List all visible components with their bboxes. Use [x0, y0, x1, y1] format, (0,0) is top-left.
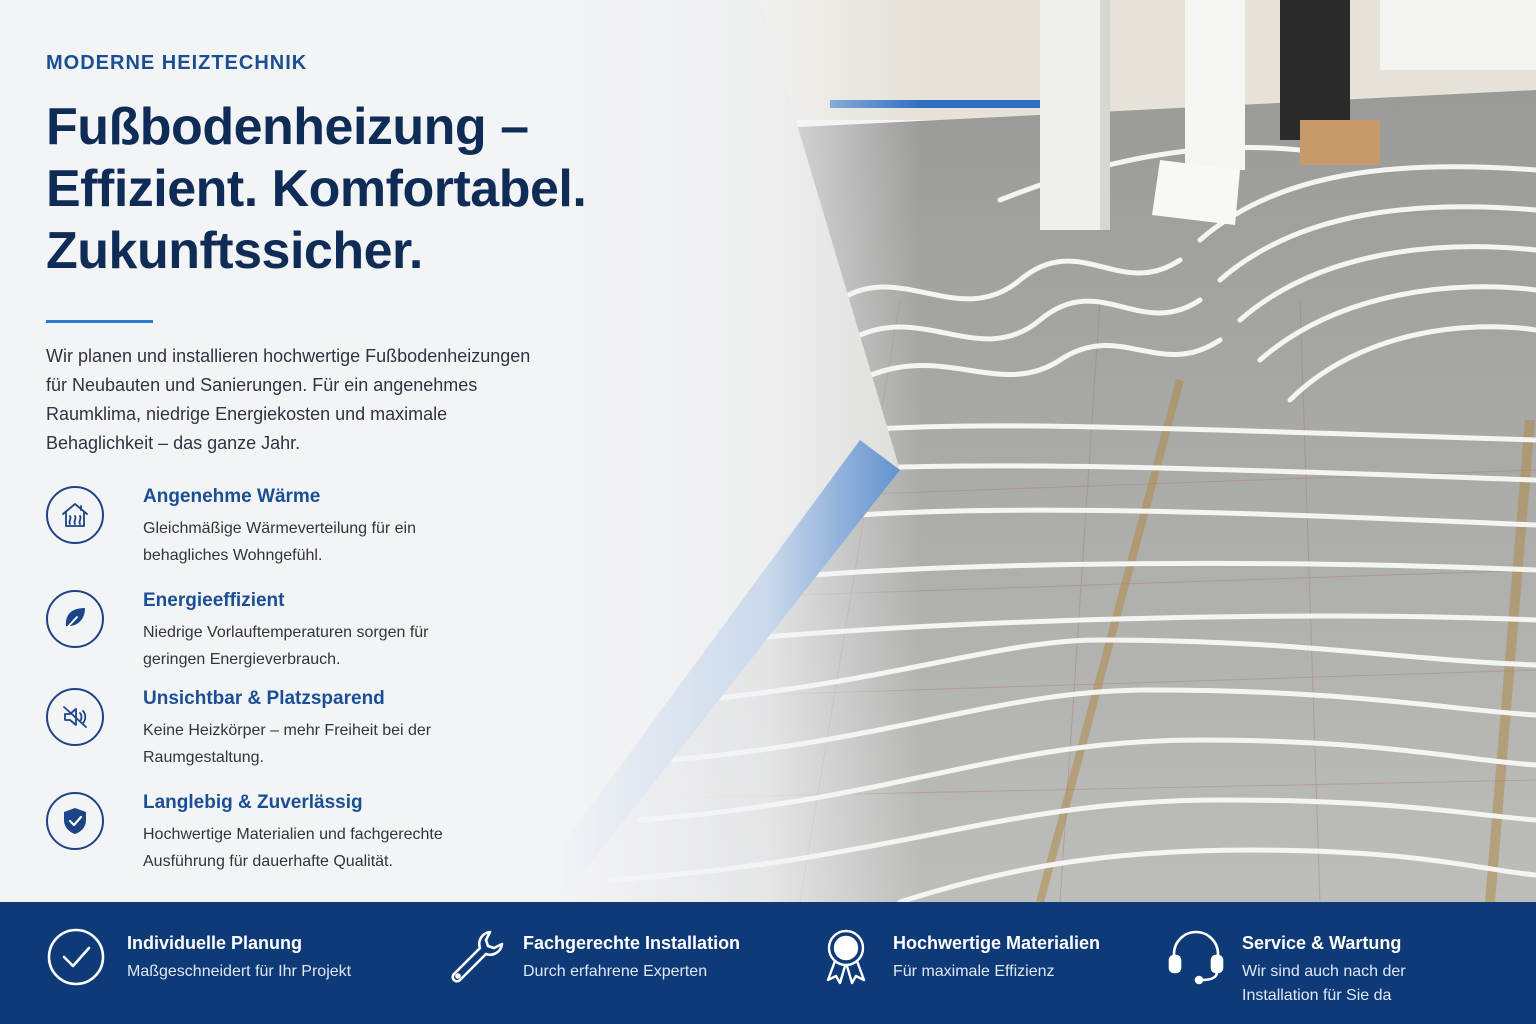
- benefit-title: Fachgerechte Installation: [523, 933, 741, 953]
- feature-description: [143, 717, 563, 771]
- benefit-desc-line: Wir sind auch nach der: [1242, 963, 1406, 980]
- feature-desc-line: Hochwertige Materialien und fachgerechte: [143, 826, 443, 843]
- speaker-mute-icon: [46, 688, 104, 746]
- headline-line: Effizient. Komfortabel.: [46, 160, 587, 218]
- intro-line: Wir planen und installieren hochwertige Fußbodenheizungen: [46, 346, 531, 366]
- feature-desc-line: Niedrige Vorlauftemperaturen sorgen für: [143, 624, 429, 641]
- feature-title: Langlebig & Zuverlässig: [143, 792, 363, 813]
- feature-item-efficiency: [46, 586, 606, 676]
- benefit-item-service: [1166, 926, 1506, 1016]
- benefit-desc-line: Maßgeschneidert für Ihr Projekt: [127, 963, 352, 980]
- feature-desc-line: behagliches Wohngefühl.: [143, 547, 323, 564]
- intro-line: Behaglichkeit – das ganze Jahr.: [46, 433, 301, 453]
- feature-title: Unsichtbar & Platzsparend: [143, 688, 385, 709]
- feature-title: Angenehme Wärme: [143, 486, 321, 507]
- benefit-title: Hochwertige Materialien: [893, 933, 1101, 953]
- benefit-description: [1242, 960, 1406, 1008]
- benefit-description: [523, 960, 707, 984]
- benefit-item-planning: [46, 926, 426, 1016]
- benefit-description: [893, 960, 1055, 984]
- feature-description: [143, 515, 563, 569]
- shield-check-icon: [46, 792, 104, 850]
- wrench-icon: [446, 926, 508, 988]
- benefit-description: [127, 960, 351, 984]
- house-heat-icon: [46, 486, 104, 544]
- accent-divider: [46, 320, 153, 323]
- benefit-desc-line: Für maximale Effizienz: [893, 963, 1055, 980]
- feature-desc-line: geringen Energieverbrauch.: [143, 651, 341, 668]
- headline-line: Zukunftssicher.: [46, 222, 423, 280]
- benefit-desc-line: Installation für Sie da: [1242, 987, 1392, 1004]
- feature-desc-line: Gleichmäßige Wärmeverteilung für ein: [143, 520, 416, 537]
- check-circle-icon: [46, 926, 108, 988]
- feature-desc-line: Ausführung für dauerhafte Qualität.: [143, 853, 393, 870]
- benefit-title: Individuelle Planung: [127, 933, 303, 953]
- award-badge-icon: [818, 926, 880, 988]
- feature-item-invisible: [46, 684, 606, 774]
- benefits-bar: [0, 902, 1536, 1024]
- leaf-icon: [46, 590, 104, 648]
- feature-item-warmth: [46, 482, 606, 572]
- page-title: [46, 96, 586, 282]
- feature-description: [143, 821, 563, 875]
- headset-icon: [1166, 926, 1228, 988]
- feature-title: Energieeffizient: [143, 590, 285, 611]
- benefit-title: Service & Wartung: [1242, 933, 1402, 953]
- benefit-item-installation: [446, 926, 806, 1016]
- feature-desc-line: Raumgestaltung.: [143, 749, 264, 766]
- headline-line: Fußbodenheizung –: [46, 98, 529, 156]
- benefit-item-materials: [818, 926, 1158, 1016]
- intro-text: [46, 342, 606, 458]
- feature-description: [143, 619, 563, 673]
- intro-line: Raumklima, niedrige Energiekosten und maximale: [46, 404, 448, 424]
- feature-item-durable: [46, 788, 606, 878]
- benefit-desc-line: Durch erfahrene Experten: [523, 963, 708, 980]
- intro-line: für Neubauten und Sanierungen. Für ein angenehmes: [46, 375, 478, 395]
- feature-desc-line: Keine Heizkörper – mehr Freiheit bei der: [143, 722, 432, 739]
- eyebrow-label: MODERNE HEIZTECHNIK: [46, 52, 308, 74]
